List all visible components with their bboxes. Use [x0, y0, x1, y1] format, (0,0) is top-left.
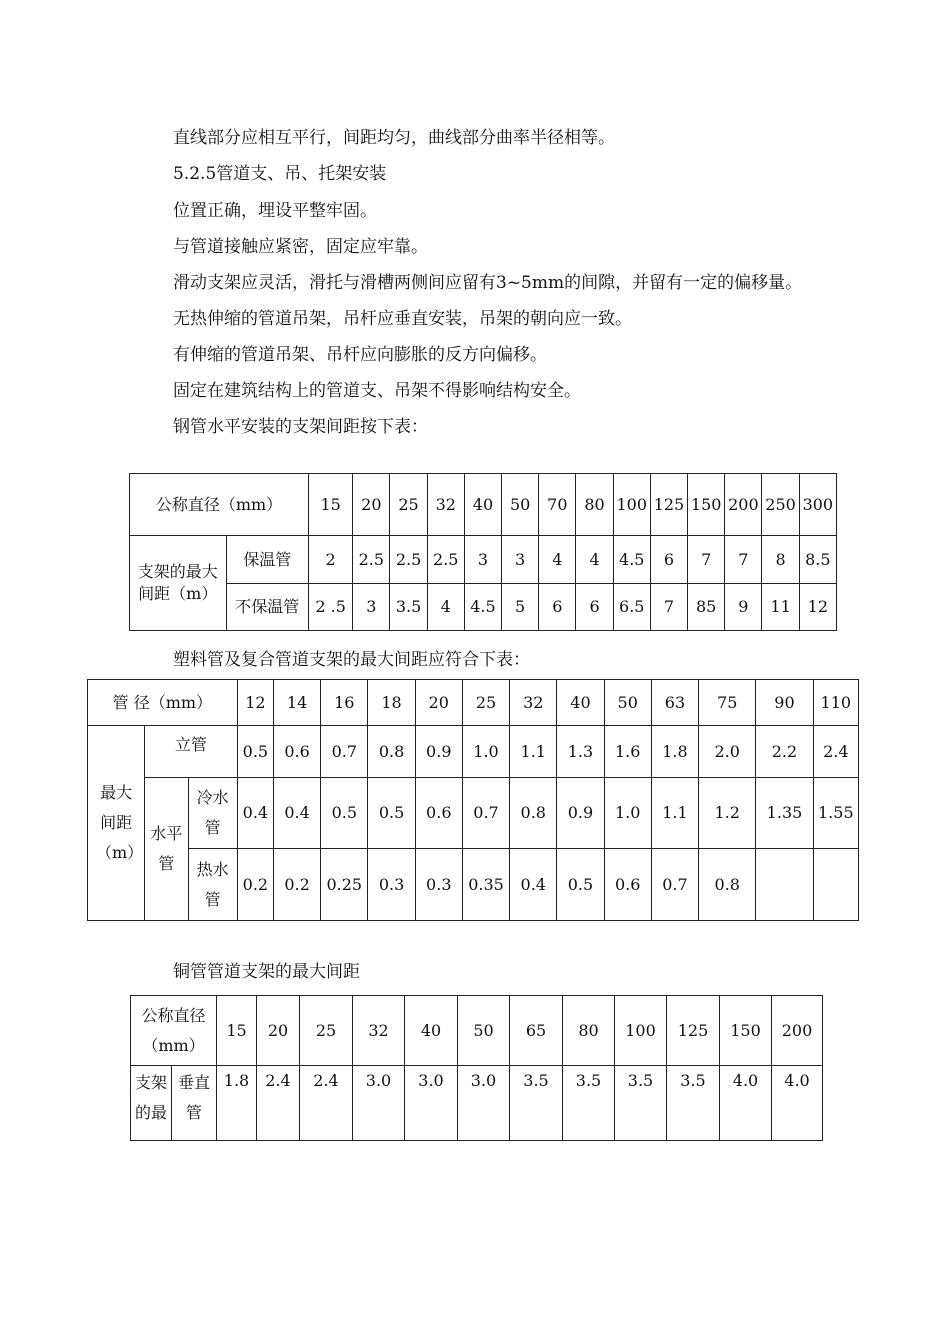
value-cell: 0.25 [321, 849, 368, 921]
size-cell: 90 [756, 680, 813, 726]
value-cell: 3.5 [510, 1066, 563, 1141]
value-cell: 7 [688, 536, 725, 584]
value-cell [756, 849, 813, 921]
table3-caption: 铜管管道支架的最大间距 [173, 962, 360, 982]
value-cell: 3.5 [667, 1066, 720, 1141]
value-cell: 0.3 [368, 849, 415, 921]
size-cell: 25 [462, 680, 509, 726]
table-row [130, 584, 837, 631]
size-cell: 20 [257, 996, 300, 1066]
value-cell: 3.0 [405, 1066, 458, 1141]
value-cell: 6 [650, 536, 687, 584]
table-row [131, 1066, 823, 1141]
size-cell: 20 [415, 680, 462, 726]
value-cell: 1.1 [651, 778, 698, 849]
value-cell: 2.5 [390, 536, 427, 584]
value-cell: 3.0 [458, 1066, 510, 1141]
row-label: 不保温管 [226, 584, 308, 631]
size-cell: 125 [650, 474, 687, 536]
value-cell: 11 [762, 584, 799, 631]
paragraph-4: 与管道接触应紧密，固定应牢靠。 [173, 237, 428, 257]
size-cell: 200 [772, 996, 823, 1066]
table2-caption: 塑料管及复合管道支架的最大间距应符合下表： [173, 650, 530, 670]
value-cell: 1.2 [699, 778, 756, 849]
header-label: 公称直径（mm） [130, 474, 309, 536]
value-cell: 8.5 [799, 536, 836, 584]
paragraph-6: 无热伸缩的管道吊架，吊杆应垂直安装，吊架的朝向应一致。 [173, 309, 632, 329]
size-cell: 100 [613, 474, 650, 536]
value-cell: 0.5 [368, 778, 415, 849]
value-cell: 1.35 [756, 778, 813, 849]
value-cell: 0.6 [273, 726, 320, 778]
value-cell: 0.8 [510, 778, 557, 849]
value-cell: 0.2 [237, 849, 273, 921]
value-cell: 3.5 [615, 1066, 667, 1141]
size-cell: 25 [390, 474, 427, 536]
value-cell: 7 [650, 584, 687, 631]
size-cell: 100 [615, 996, 667, 1066]
size-cell: 25 [300, 996, 353, 1066]
value-cell: 4 [427, 584, 464, 631]
value-cell: 2.5 [353, 536, 390, 584]
size-cell: 150 [720, 996, 772, 1066]
value-cell: 6 [576, 584, 613, 631]
value-cell: 2.4 [813, 726, 858, 778]
value-cell: 0.9 [415, 726, 462, 778]
table-row [88, 849, 859, 921]
value-cell: 0.8 [699, 849, 756, 921]
size-cell: 32 [427, 474, 464, 536]
value-cell: 0.7 [651, 849, 698, 921]
header-label: 管 径（mm） [88, 680, 238, 726]
value-cell: 4.5 [613, 536, 650, 584]
section-heading: 5.2.5管道支、吊、托架安装 [173, 164, 387, 184]
size-cell: 80 [563, 996, 615, 1066]
size-cell: 40 [405, 996, 458, 1066]
value-cell: 0.4 [237, 778, 273, 849]
size-cell: 18 [368, 680, 415, 726]
group-label: 支架的最大间距（m） [130, 536, 227, 631]
value-cell: 0.4 [273, 778, 320, 849]
value-cell: 0.35 [462, 849, 509, 921]
value-cell: 1.8 [651, 726, 698, 778]
paragraph-1: 直线部分应相互平行，间距均匀，曲线部分曲率半径相等。 [173, 128, 615, 148]
row-label: 保温管 [226, 536, 308, 584]
value-cell: 3 [353, 584, 390, 631]
value-cell: 3 [502, 536, 539, 584]
value-cell: 85 [688, 584, 725, 631]
value-cell: 0.2 [273, 849, 320, 921]
value-cell: 2.4 [257, 1066, 300, 1141]
table1-caption: 钢管水平安装的支架间距按下表： [173, 417, 428, 437]
size-cell: 15 [217, 996, 257, 1066]
value-cell: 1.8 [217, 1066, 257, 1141]
size-cell: 32 [353, 996, 405, 1066]
size-cell: 20 [353, 474, 390, 536]
value-cell [813, 849, 858, 921]
size-cell: 40 [464, 474, 501, 536]
value-cell: 0.5 [557, 849, 604, 921]
value-cell: 5 [502, 584, 539, 631]
size-cell: 70 [539, 474, 576, 536]
size-cell: 250 [762, 474, 799, 536]
value-cell: 3.0 [353, 1066, 405, 1141]
value-cell: 4.0 [720, 1066, 772, 1141]
value-cell: 0.8 [368, 726, 415, 778]
value-cell: 4 [576, 536, 613, 584]
size-cell: 200 [725, 474, 762, 536]
value-cell: 4 [539, 536, 576, 584]
value-cell: 1.6 [604, 726, 651, 778]
table-header-row [131, 996, 823, 1066]
size-cell: 150 [688, 474, 725, 536]
size-cell: 75 [699, 680, 756, 726]
size-cell: 32 [510, 680, 557, 726]
size-cell: 300 [799, 474, 836, 536]
value-cell: 0.5 [237, 726, 273, 778]
row-label: 垂直管 [172, 1066, 217, 1141]
sub-row-label: 热水管 [188, 849, 237, 921]
value-cell: 0.6 [415, 778, 462, 849]
size-cell: 63 [651, 680, 698, 726]
value-cell: 0.4 [510, 849, 557, 921]
size-cell: 50 [458, 996, 510, 1066]
value-cell: 2.0 [699, 726, 756, 778]
table-row [130, 536, 837, 584]
size-cell: 110 [813, 680, 858, 726]
group-label: 最大间距（m） [88, 726, 145, 921]
value-cell: 0.6 [604, 849, 651, 921]
value-cell: 1.0 [462, 726, 509, 778]
size-cell: 12 [237, 680, 273, 726]
size-cell: 40 [557, 680, 604, 726]
value-cell: 0.7 [321, 726, 368, 778]
value-cell: 8 [762, 536, 799, 584]
paragraph-7: 有伸缩的管道吊架、吊杆应向膨胀的反方向偏移。 [173, 345, 547, 365]
size-cell: 15 [309, 474, 353, 536]
copper-pipe-support-table [130, 995, 823, 1141]
table-header-row [130, 474, 837, 536]
value-cell: 6.5 [613, 584, 650, 631]
value-cell: 2.5 [427, 536, 464, 584]
value-cell: 1.55 [813, 778, 858, 849]
value-cell: 4.5 [464, 584, 501, 631]
size-cell: 80 [576, 474, 613, 536]
sub-row-label: 冷水管 [188, 778, 237, 849]
value-cell: 12 [799, 584, 836, 631]
value-cell: 0.5 [321, 778, 368, 849]
value-cell: 2 .5 [309, 584, 353, 631]
row-label: 立管 [145, 726, 238, 778]
value-cell: 3.5 [390, 584, 427, 631]
size-cell: 125 [667, 996, 720, 1066]
size-cell: 50 [502, 474, 539, 536]
value-cell: 4.0 [772, 1066, 823, 1141]
value-cell: 1.3 [557, 726, 604, 778]
value-cell: 1.0 [604, 778, 651, 849]
value-cell: 2 [309, 536, 353, 584]
value-cell: 0.9 [557, 778, 604, 849]
paragraph-3: 位置正确，埋设平整牢固。 [173, 201, 377, 221]
header-label: 公称直径（mm） [131, 996, 217, 1066]
group-label: 支架的最 [131, 1066, 172, 1141]
value-cell: 0.3 [415, 849, 462, 921]
paragraph-5: 滑动支架应灵活，滑托与滑槽两侧间应留有3~5mm的间隙，并留有一定的偏移量。 [173, 273, 803, 293]
table-header-row [88, 680, 859, 726]
value-cell: 2.2 [756, 726, 813, 778]
value-cell: 9 [725, 584, 762, 631]
size-cell: 50 [604, 680, 651, 726]
table-row [88, 778, 859, 849]
value-cell: 6 [539, 584, 576, 631]
size-cell: 14 [273, 680, 320, 726]
value-cell: 1.1 [510, 726, 557, 778]
row-label: 水平管 [145, 778, 188, 921]
plastic-pipe-support-table [87, 679, 859, 921]
value-cell: 0.7 [462, 778, 509, 849]
table-row [88, 726, 859, 778]
paragraph-8: 固定在建筑结构上的管道支、吊架不得影响结构安全。 [173, 381, 581, 401]
value-cell: 7 [725, 536, 762, 584]
size-cell: 16 [321, 680, 368, 726]
value-cell: 3.5 [563, 1066, 615, 1141]
steel-pipe-support-table [129, 473, 837, 631]
size-cell: 65 [510, 996, 563, 1066]
value-cell: 3 [464, 536, 501, 584]
value-cell: 2.4 [300, 1066, 353, 1141]
